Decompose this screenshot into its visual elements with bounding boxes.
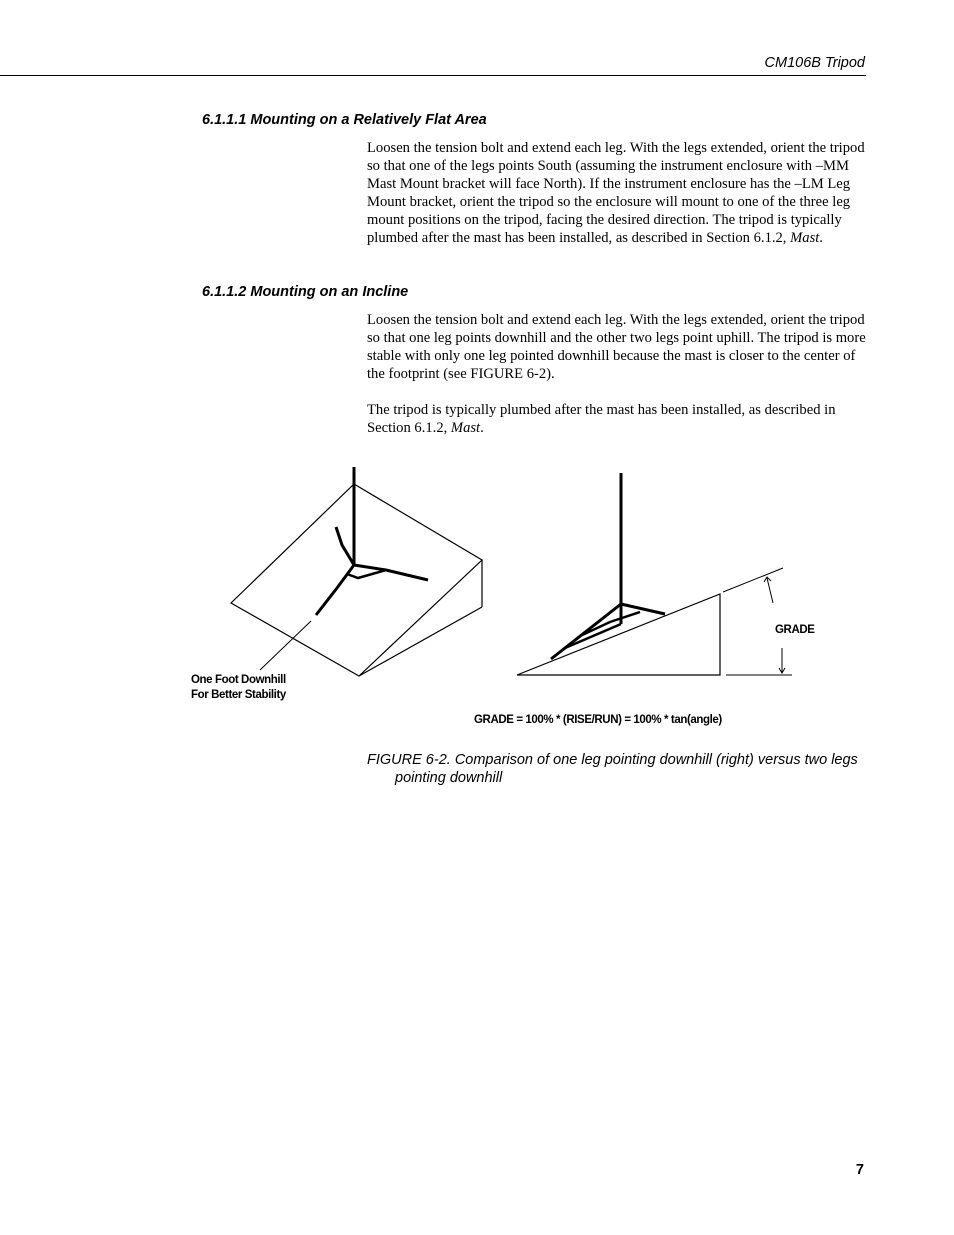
- left-callout-leader: [260, 621, 311, 670]
- label-one-foot-downhill: One Foot Downhill: [191, 674, 286, 686]
- left-slope-diagram: [231, 467, 482, 676]
- section-heading-incline: 6.1.1.2 Mounting on an Incline: [202, 284, 409, 300]
- grade-formula: GRADE = 100% * (RISE/RUN) = 100% * tan(angle): [474, 714, 722, 726]
- section-flat-area-paragraph: [367, 139, 867, 247]
- left-tripod-leg-upper: [336, 527, 354, 565]
- section-incline-paragraph-2: [367, 401, 867, 437]
- paragraph-text: The tripod is typically plumbed after the mast has been installed, as described in Section 6.1.2,: [367, 402, 836, 436]
- paragraph-end: .: [480, 420, 484, 436]
- right-tripod-brace: [580, 612, 640, 636]
- left-tripod-leg-right: [354, 565, 428, 580]
- header-rule: [0, 75, 866, 76]
- left-tripod-leg-downhill: [316, 565, 354, 615]
- grade-arrow-upper: [767, 578, 773, 603]
- right-incline-diagram: [517, 473, 792, 675]
- cross-reference-mast: Mast: [450, 420, 481, 436]
- figure-caption: FIGURE 6-2. Comparison of one leg pointing downhill (right) versus two legs pointing downhill: [367, 752, 858, 786]
- right-tripod-leg-downhill: [551, 604, 621, 659]
- section-heading-flat-area: 6.1.1.1 Mounting on a Relatively Flat Area: [202, 112, 487, 128]
- page-number: 7: [855, 1162, 864, 1178]
- paragraph-text: Loosen the tension bolt and extend each leg. With the legs extended, orient the tripod so that one of the legs points South (assuming the instrument enclosure with –MM Mast Mount bracket will face North). If the instrument enclosure has the –LM Leg Mount bracket, orient the tripod so the enclosure will mount to one of the three leg mount positions on the tripod, facing the desired direction. The tripod is typically plumbed after the mast has been installed, as described in Section 6.1.2,: [367, 140, 865, 246]
- section-incline-paragraph-1: Loosen the tension bolt and extend each leg. With the legs extended, orient the tripod so that one leg points downhill and the other two legs point uphill. The tripod is more stable with only one leg pointed downhill because the mast is closer to the center of the footprint (see FIGURE 6-2).: [367, 312, 866, 382]
- left-slope-block: [231, 484, 482, 676]
- cross-reference-mast: Mast: [790, 230, 820, 246]
- running-header-title: CM106B Tripod: [764, 55, 865, 71]
- label-better-stability: For Better Stability: [191, 689, 286, 701]
- grade-extension-line: [723, 568, 783, 592]
- right-tripod-leg-uphill-far: [621, 604, 665, 614]
- label-grade: GRADE: [775, 624, 815, 636]
- left-tripod-brace: [347, 570, 386, 578]
- figure-tripod-incline-comparison: [0, 455, 954, 735]
- paragraph-end: .: [819, 230, 823, 246]
